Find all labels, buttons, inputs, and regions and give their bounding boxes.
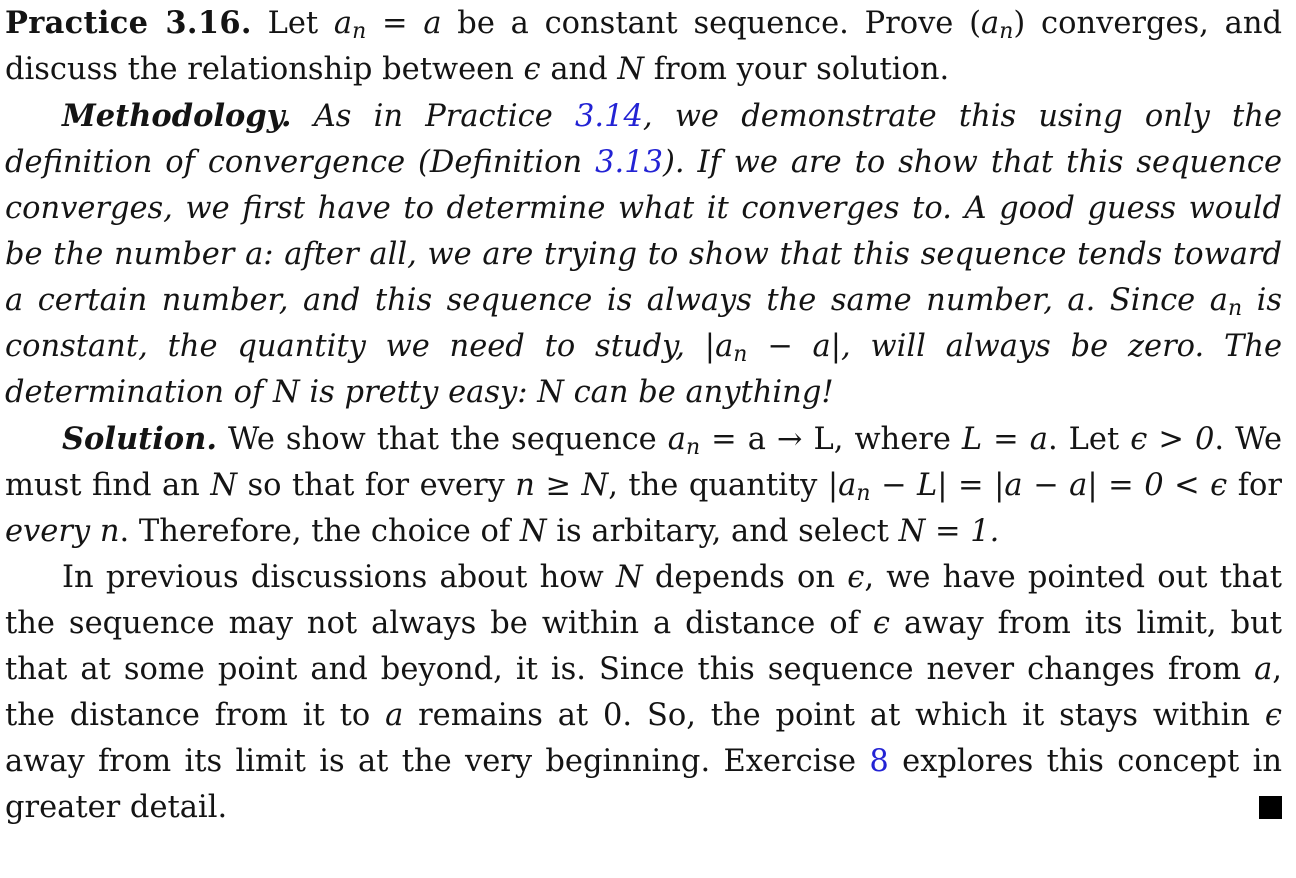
math-a: a bbox=[385, 698, 404, 733]
discussion-text: remains at 0. So, the point at which it stays within bbox=[403, 698, 1265, 733]
solution-text: , the quantity bbox=[608, 468, 828, 503]
problem-text: and bbox=[540, 52, 618, 87]
qed-square-icon bbox=[1259, 796, 1282, 819]
math-N: N bbox=[617, 52, 645, 87]
math-N: N bbox=[615, 560, 643, 595]
math-N: N bbox=[273, 375, 300, 410]
solution-text: . We must find an bbox=[5, 422, 1282, 503]
math-abs-an-minus-L: $|a_n - L|$ = bbox=[827, 468, 984, 506]
math-n-geq-N: n ≥ N bbox=[515, 468, 609, 503]
methodology-label: Methodology. bbox=[62, 98, 292, 134]
math-epsilon: ϵ bbox=[1264, 698, 1282, 733]
methodology-text: , will always be zero. The determination of bbox=[5, 329, 1283, 410]
discussion-text: depends on bbox=[642, 560, 848, 595]
methodology-text: As in Practice bbox=[313, 99, 575, 134]
math-n: n bbox=[99, 514, 120, 549]
emphasis-every: every bbox=[5, 514, 91, 549]
solution-label: Solution. bbox=[62, 421, 217, 457]
solution-text: . Let bbox=[1047, 422, 1131, 457]
math-N-eq-1: N = 1. bbox=[898, 514, 1000, 549]
solution-text: We show that the sequence bbox=[227, 422, 668, 457]
math-N: N bbox=[537, 375, 564, 410]
problem-text: ) converges, and discuss the relationship between bbox=[5, 6, 1283, 87]
math-N: N bbox=[519, 514, 547, 549]
problem-statement bbox=[5, 0, 1282, 93]
link-definition-3-13[interactable]: 3.13 bbox=[595, 145, 664, 180]
methodology-text: ). If we are to show that this sequence converges, we first have to determine what it converges to. A good guess would be the number bbox=[5, 145, 1282, 272]
link-exercise-8[interactable]: 8 bbox=[869, 744, 889, 779]
math-an: $a_n$ bbox=[981, 6, 1014, 44]
math-an-to-L: $a_n = a \to L$ bbox=[667, 422, 834, 460]
math-abs-a-minus-a: |a − a| = 0 < ϵ bbox=[994, 468, 1228, 503]
methodology-text: : after all, we are trying to show that this sequence tends toward a certain number, and this sequence is always the same number, bbox=[5, 237, 1282, 318]
discussion-text: , we have pointed out that the sequence may not always be within a distance of bbox=[5, 560, 1282, 641]
math-a: a bbox=[1067, 283, 1086, 318]
math-an: $a_n$ bbox=[1209, 283, 1243, 321]
solution-text: is arbitary, and select bbox=[546, 514, 899, 549]
solution-paragraph bbox=[5, 416, 1282, 555]
math-epsilon: ϵ bbox=[872, 606, 890, 641]
methodology-paragraph bbox=[5, 93, 1282, 416]
methodology-text: . Since bbox=[1085, 283, 1210, 318]
link-practice-3-14[interactable]: 3.14 bbox=[575, 99, 643, 134]
math-eps-gt-0: ϵ > 0 bbox=[1130, 422, 1215, 457]
discussion-text: explores this concept in greater detail. bbox=[5, 744, 1282, 825]
problem-text: from your solution. bbox=[644, 52, 950, 87]
math-a: a bbox=[245, 237, 264, 272]
math-L-eq-a: L = a bbox=[961, 422, 1048, 457]
math-N: N bbox=[210, 468, 238, 503]
math-epsilon: ϵ bbox=[523, 52, 541, 87]
discussion-text: away from its limit, but that at some point and beyond, it is. Since this sequence never changes from bbox=[5, 606, 1282, 687]
discussion-text: , the distance from it to bbox=[5, 652, 1282, 733]
methodology-text: is constant, the quantity we need to study, bbox=[5, 283, 1282, 364]
problem-text: Let bbox=[267, 6, 334, 41]
discussion-text: away from its limit is at the very beginning. Exercise bbox=[5, 744, 870, 779]
solution-text: , where bbox=[833, 422, 962, 457]
methodology-text: is pretty easy: bbox=[299, 375, 538, 410]
math-a: a bbox=[1254, 652, 1273, 687]
methodology-text: can be anything! bbox=[563, 375, 834, 410]
solution-text: . Therefore, the choice of bbox=[119, 514, 520, 549]
solution-text: for bbox=[1227, 468, 1282, 503]
problem-text: be a constant sequence. Prove ( bbox=[441, 6, 982, 41]
discussion-text: In previous discussions about how bbox=[62, 560, 616, 595]
methodology-text: , we demonstrate this using only the definition of convergence (Definition bbox=[5, 99, 1283, 180]
discussion-paragraph bbox=[5, 555, 1282, 831]
solution-text: so that for every bbox=[237, 468, 516, 503]
math-an-eq-a: $a_n = a$ bbox=[333, 6, 442, 44]
math-epsilon: ϵ bbox=[847, 560, 865, 595]
problem-label: Practice 3.16. bbox=[5, 5, 252, 41]
math-abs-an-minus-a: $|a_n - a|$ bbox=[704, 329, 842, 367]
